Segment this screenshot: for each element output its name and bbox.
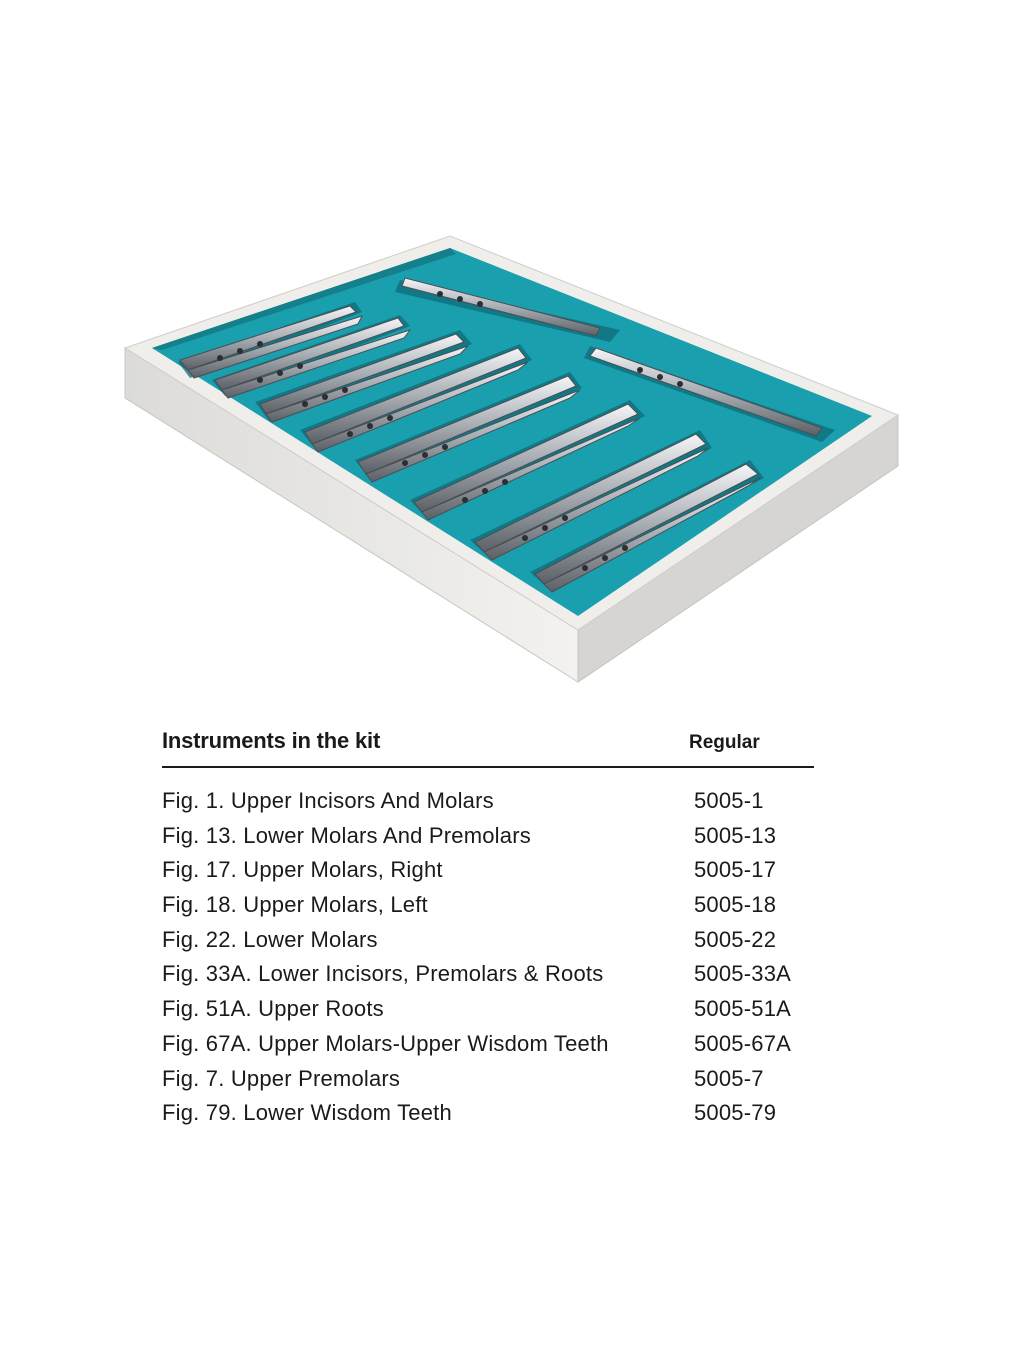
instrument-code: 5005-33A — [694, 961, 792, 987]
table-row — [162, 823, 814, 858]
table-rows — [162, 788, 814, 1135]
table-header — [162, 724, 814, 768]
table-row — [162, 961, 814, 996]
instrument-code: 5005-51A — [694, 996, 792, 1022]
instrument-code: 5005-1 — [694, 788, 764, 813]
instrument-description: Fig. 18. Upper Molars, Left — [162, 892, 428, 918]
table-row — [162, 788, 814, 823]
table-row — [162, 1066, 814, 1101]
table-title: Instruments in the kit — [162, 728, 381, 753]
table-row — [162, 996, 814, 1031]
instrument-code: 5005-79 — [694, 1100, 777, 1126]
table-row — [162, 927, 814, 962]
instrument-code: 5005-17 — [694, 857, 777, 883]
table-row — [162, 1031, 814, 1066]
instrument-description: Fig. 51A. Upper Roots — [162, 996, 384, 1022]
table-row — [162, 892, 814, 927]
instrument-code: 5005-67A — [694, 1030, 792, 1056]
table-row — [162, 1100, 814, 1135]
instrument-code: 5005-18 — [694, 892, 777, 918]
product-image-forceps-kit — [100, 220, 920, 700]
instruments-table — [162, 724, 814, 1135]
instrument-description: Fig. 13. Lower Molars And Premolars — [162, 822, 531, 848]
table-row — [162, 857, 814, 892]
instrument-code: 5005-13 — [694, 822, 777, 848]
instrument-description: Fig. 79. Lower Wisdom Teeth — [162, 1100, 452, 1126]
instrument-description: Fig. 7. Upper Premolars — [162, 1065, 401, 1091]
instrument-description: Fig. 17. Upper Molars, Right — [162, 857, 443, 883]
instrument-description: Fig. 33A. Lower Incisors, Premolars & Roots — [162, 961, 604, 987]
instrument-code: 5005-22 — [694, 926, 777, 952]
instrument-description: Fig. 1. Upper Incisors And Molars — [162, 788, 494, 813]
instrument-description: Fig. 22. Lower Molars — [162, 926, 378, 952]
instrument-code: 5005-7 — [694, 1065, 764, 1091]
instrument-description: Fig. 67A. Upper Molars-Upper Wisdom Teeth — [162, 1030, 609, 1056]
column-header-regular: Regular — [689, 732, 760, 753]
